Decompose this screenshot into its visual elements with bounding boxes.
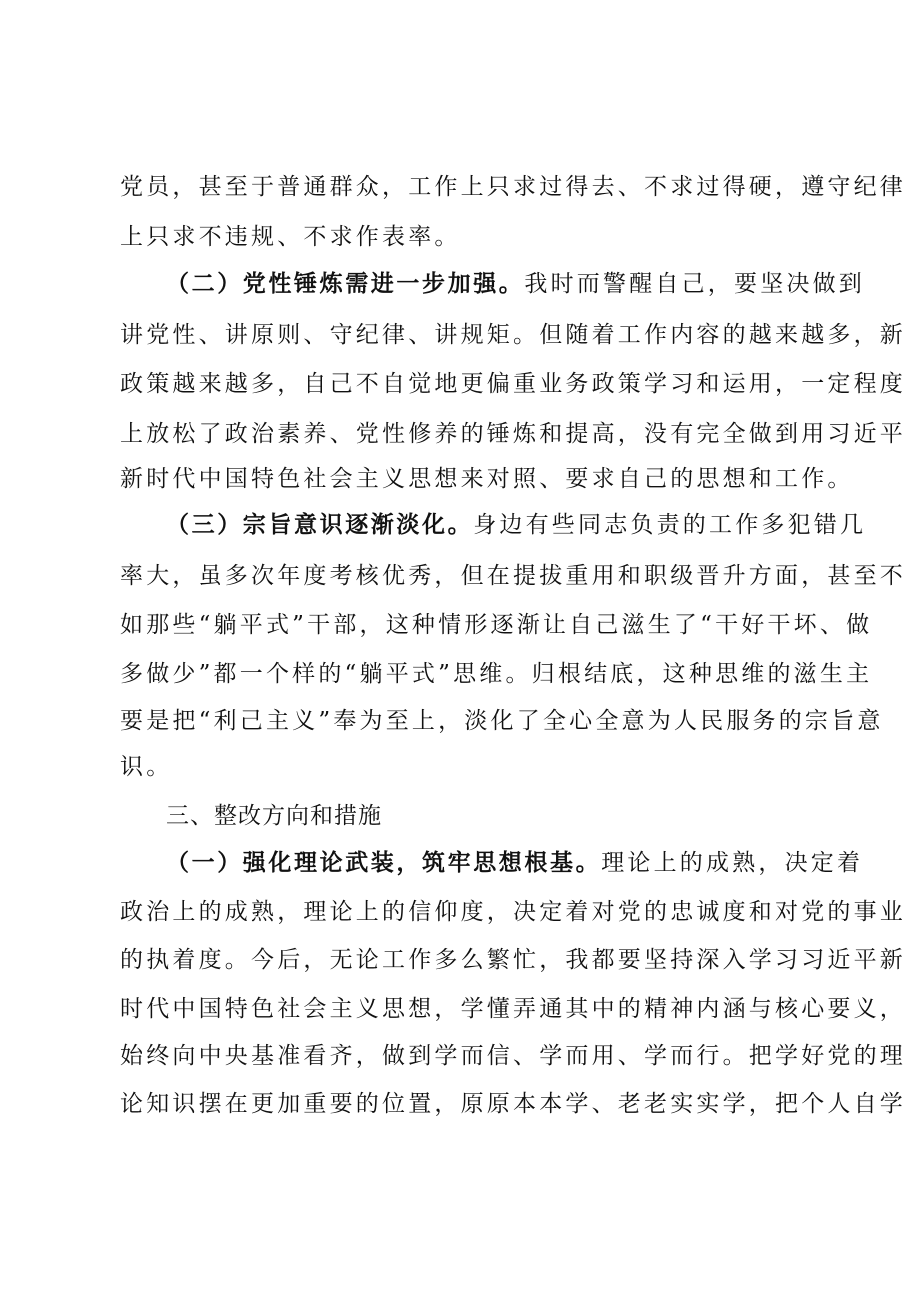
- paragraph-first-line: [166, 509, 866, 541]
- paragraph-line: 识。: [120, 754, 173, 780]
- paragraph-line: 论知识摆在更加重要的位置，原原本本学、老老实实学，把个人自学: [120, 1091, 906, 1117]
- paragraph-heading: （三）宗旨意识逐渐淡化。: [166, 512, 474, 538]
- paragraph-heading: （二）党性锤炼需进一步加强。: [166, 271, 525, 297]
- section-heading: 三、整改方向和措施: [166, 803, 382, 829]
- paragraph-first-line: [166, 847, 866, 879]
- paragraph-line: 党员，甚至于普通群众，工作上只求过得去、不求过得硬，遵守纪律: [120, 174, 906, 200]
- paragraph-text: 我时而警醒自己，要坚决做到: [524, 271, 866, 297]
- paragraph-line: 讲党性、讲原则、守纪律、讲规矩。但随着工作内容的越来越多，新: [120, 322, 906, 348]
- paragraph-line: 政治上的成熟，理论上的信仰度，决定着对党的忠诚度和对党的事业: [120, 899, 906, 925]
- paragraph-line: 的执着度。今后，无论工作多么繁忙，我都要坚持深入学习习近平新: [120, 947, 906, 973]
- paragraph-line: 上只求不违规、不求作表率。: [120, 224, 461, 250]
- paragraph-line: 多做少”都一个样的“躺平式”思维。归根结底，这种思维的滋生主: [120, 661, 873, 687]
- paragraph-line: 新时代中国特色社会主义思想来对照、要求自己的思想和工作。: [120, 466, 854, 492]
- paragraph-line: 始终向中央基准看齐，做到学而信、学而用、学而行。把学好党的理: [120, 1043, 906, 1069]
- paragraph-line: 上放松了政治素养、党性修养的锤炼和提高，没有完全做到用习近平: [120, 421, 906, 447]
- paragraph-first-line: [166, 268, 866, 300]
- paragraph-line: 率大，虽多次年度考核优秀，但在提拔重用和职级晋升方面，甚至不: [120, 563, 906, 589]
- paragraph-line: 要是把“利己主义”奉为至上，淡化了全心全意为人民服务的宗旨意: [120, 708, 884, 734]
- paragraph-text: 理论上的成熟，决定着: [601, 850, 864, 876]
- paragraph-line: 如那些“躺平式”干部，这种情形逐渐让自己滋生了“干好干坏、做: [120, 612, 873, 638]
- paragraph-text: 身边有些同志负责的工作多犯错几: [473, 512, 867, 538]
- paragraph-line: 时代中国特色社会主义思想，学懂弄通其中的精神内涵与核心要义，: [120, 996, 906, 1022]
- paragraph-heading: （一）强化理论武装，筑牢思想根基。: [166, 850, 602, 876]
- paragraph-line: 政策越来越多，自己不自觉地更偏重业务政策学习和运用，一定程度: [120, 371, 906, 397]
